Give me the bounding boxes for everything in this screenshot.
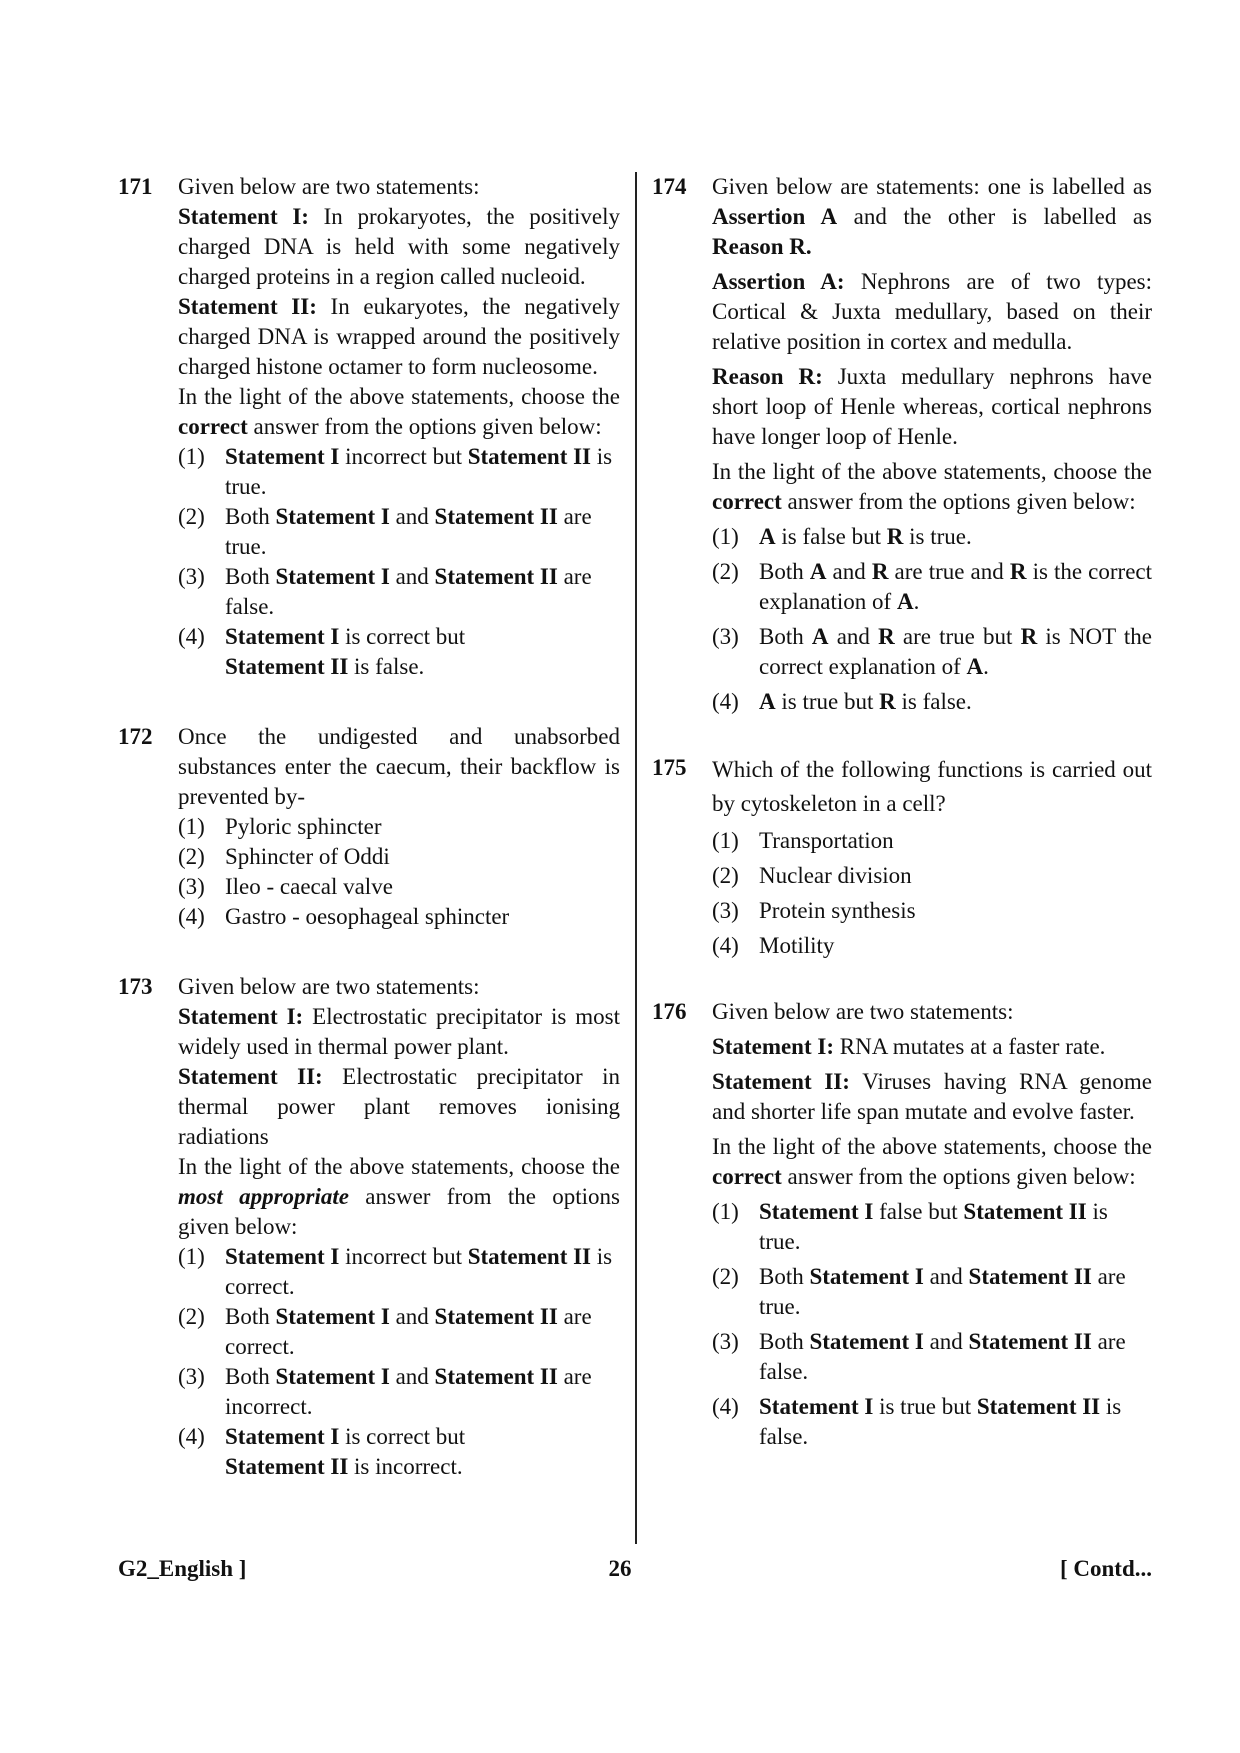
question-171 (118, 172, 620, 682)
option-3: (3) Protein synthesis (712, 898, 916, 923)
question-intro: Given below are two statements: (178, 974, 480, 999)
option-4: (4) Motility (712, 933, 835, 958)
option-4: (4) Statement I is correct but Statement II is false. (178, 624, 466, 679)
options-list (178, 1242, 620, 1482)
question-stem: Which of the following functions is carried out by cytoskeleton in a cell? (712, 757, 1152, 816)
option-2: (2) Nuclear division (712, 863, 912, 888)
option-1: (1) Pyloric sphincter (178, 814, 382, 839)
question-number: 174 (652, 174, 687, 199)
option-2: (2) Both Statement I and Statement II are true. (712, 1264, 1126, 1319)
statement-1: Statement I: In prokaryotes, the positively charged DNA is held with some negatively charged proteins in a region called nucleoid. (178, 204, 620, 289)
footer-page-number: 26 (608, 1556, 632, 1581)
question-176 (652, 997, 1152, 1452)
statement-2: Statement II: Viruses having RNA genome and shorter life span mutate and evolve faster. (712, 1069, 1153, 1124)
options-list (178, 442, 620, 682)
option-4: (4) Statement I is true but Statement II is false. (712, 1394, 1122, 1449)
option-1: (1) Transportation (712, 828, 894, 853)
option-3: (3) Both Statement I and Statement II are false. (178, 564, 592, 619)
question-number: 171 (118, 174, 153, 199)
question-174 (652, 172, 1152, 717)
statement-1: Statement I: RNA mutates at a faster rate. (712, 1034, 1106, 1059)
column-divider (635, 172, 637, 1544)
question-prompt: In the light of the above statements, choose the correct answer from the options given below: (178, 384, 620, 439)
question-number: 173 (118, 974, 153, 999)
option-1: (1) Statement I incorrect but Statement II is true. (178, 444, 613, 499)
option-4: (4) Statement I is correct but Statement II is incorrect. (178, 1424, 466, 1479)
question-173 (118, 972, 620, 1482)
statement-2: Statement II: Electrostatic precipitator in thermal power plant removes ionising radiations (178, 1064, 620, 1149)
footer-booklet-code: G2_English ] (118, 1556, 247, 1581)
question-175 (652, 753, 1152, 961)
option-3: (3) Both A and R are true but R is NOT the correct explanation of A. (712, 624, 1153, 679)
question-intro: Given below are two statements: (712, 999, 1014, 1024)
option-2: (2) Both Statement I and Statement II are true. (178, 504, 592, 559)
option-2: (2) Both Statement I and Statement II are correct. (178, 1304, 592, 1359)
option-1: (1) Statement I incorrect but Statement II is correct. (178, 1244, 613, 1299)
question-number: 176 (652, 999, 687, 1024)
question-number: 175 (652, 755, 687, 780)
right-column (652, 172, 1152, 1452)
question-prompt: In the light of the above statements, choose the correct answer from the options given below: (712, 1134, 1152, 1189)
option-3: (3) Ileo - caecal valve (178, 874, 393, 899)
option-1: (1) Statement I false but Statement II is true. (712, 1199, 1108, 1254)
options-list (712, 1197, 1152, 1452)
statement-2: Statement II: In eukaryotes, the negatively charged DNA is wrapped around the positively charged histone octamer to form nucleosome. (178, 294, 620, 379)
question-prompt: In the light of the above statements, choose the correct answer from the options given below: (712, 459, 1152, 514)
question-intro: Given below are statements: one is labelled as Assertion A and the other is labelled as Reason R. (712, 174, 1152, 259)
option-4: (4) A is true but R is false. (712, 689, 972, 714)
options-list (712, 522, 1152, 717)
statement-1: Statement I: Electrostatic precipitator is most widely used in thermal power plant. (178, 1004, 620, 1059)
question-prompt: In the light of the above statements, choose the most appropriate answer from the options given below: (178, 1154, 620, 1239)
option-3: (3) Both Statement I and Statement II are false. (712, 1329, 1126, 1384)
option-2: (2) Sphincter of Oddi (178, 844, 390, 869)
options-list (178, 812, 620, 932)
footer-continued: [ Contd... (1059, 1556, 1152, 1581)
question-stem: Once the undigested and unabsorbed substances enter the caecum, their backflow is prevented by- (178, 724, 620, 809)
left-column (118, 172, 620, 1482)
options-list (712, 826, 1152, 961)
question-172 (118, 722, 620, 932)
question-intro: Given below are two statements: (178, 174, 480, 199)
assertion: Assertion A: Nephrons are of two types: Cortical & Juxta medullary, based on their relative position in cortex and medulla. (712, 269, 1152, 354)
reason: Reason R: Juxta medullary nephrons have short loop of Henle whereas, cortical nephrons have longer loop of Henle. (712, 364, 1152, 449)
option-4: (4) Gastro - oesophageal sphincter (178, 904, 510, 929)
option-2: (2) Both A and R are true and R is the correct explanation of A. (712, 559, 1153, 614)
option-1: (1) A is false but R is true. (712, 524, 972, 549)
question-number: 172 (118, 724, 153, 749)
option-3: (3) Both Statement I and Statement II are incorrect. (178, 1364, 592, 1419)
